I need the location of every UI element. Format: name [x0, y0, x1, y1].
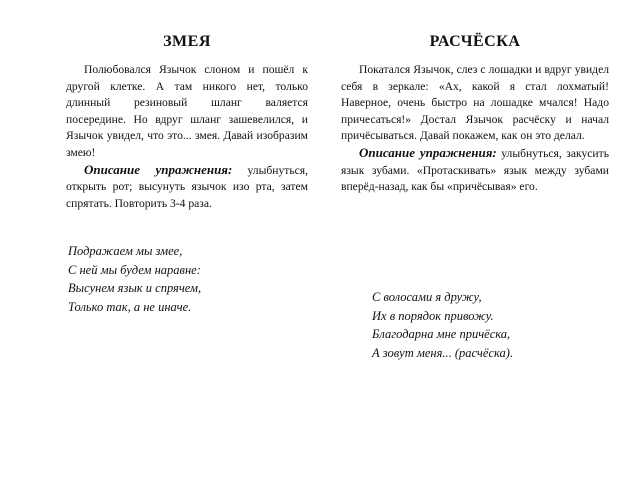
- snake-poem-line: Высунем язык и спрячем,: [68, 281, 202, 295]
- snake-title: ЗМЕЯ: [163, 33, 211, 50]
- snake-poem-line: Только так, а не иначе.: [68, 299, 192, 314]
- right-column: [341, 34, 609, 196]
- comb-title: РАСЧЁСКА: [429, 33, 521, 50]
- snake-exercise-description: [66, 162, 308, 213]
- snake-poem-line: С ней мы будем наравне:: [68, 262, 201, 277]
- snake-story-paragraph: Полюбовался Язычок слоном и пошёл к другой клетке. А там никого нет, только длинный резиновый шланг валяется посередине. Но вдруг шланг зашевелился, и Язычок увидел, что это... змея. Давай изобразим змею!: [66, 63, 308, 159]
- comb-exercise-description: [341, 145, 609, 196]
- comb-story-paragraph: Покатался Язычок, слез с лошадки и вдруг увидел себя в зеркале: «Ах, какой я стал лохматый! Наверное, очень быстро на лошадке мчался! Надо причесаться!» Достал Язычок расчёску и начал причёсываться. Давай покажем, как он это делал.: [341, 63, 609, 143]
- comb-exercise-text: улыбнуться, закусить язык зубами. «Протаскивать» язык между зубами вперёд-назад, как бы «причёсывая» его.: [341, 146, 609, 194]
- comb-poem-line: С волосами я дружу,: [372, 290, 482, 304]
- snake-poem: [68, 242, 201, 316]
- comb-poem-line: Благодарна мне причёска,: [372, 327, 511, 341]
- snake-poem-line: Подражаем мы змее,: [68, 244, 183, 258]
- comb-exercise-label: Описание упражнения:: [359, 144, 497, 160]
- snake-exercise-label: Описание упражнения:: [84, 161, 233, 177]
- comb-poem-line: Их в порядок привожу.: [372, 308, 494, 323]
- snake-exercise-text: улыбнуться, открыть рот; высунуть язычок изо рта, затем спрятать. Повторить 3-4 раза.: [66, 163, 308, 210]
- comb-poem: [372, 288, 513, 362]
- left-column: [66, 34, 308, 212]
- comb-poem-line: А зовут меня... (расчёска).: [372, 345, 514, 360]
